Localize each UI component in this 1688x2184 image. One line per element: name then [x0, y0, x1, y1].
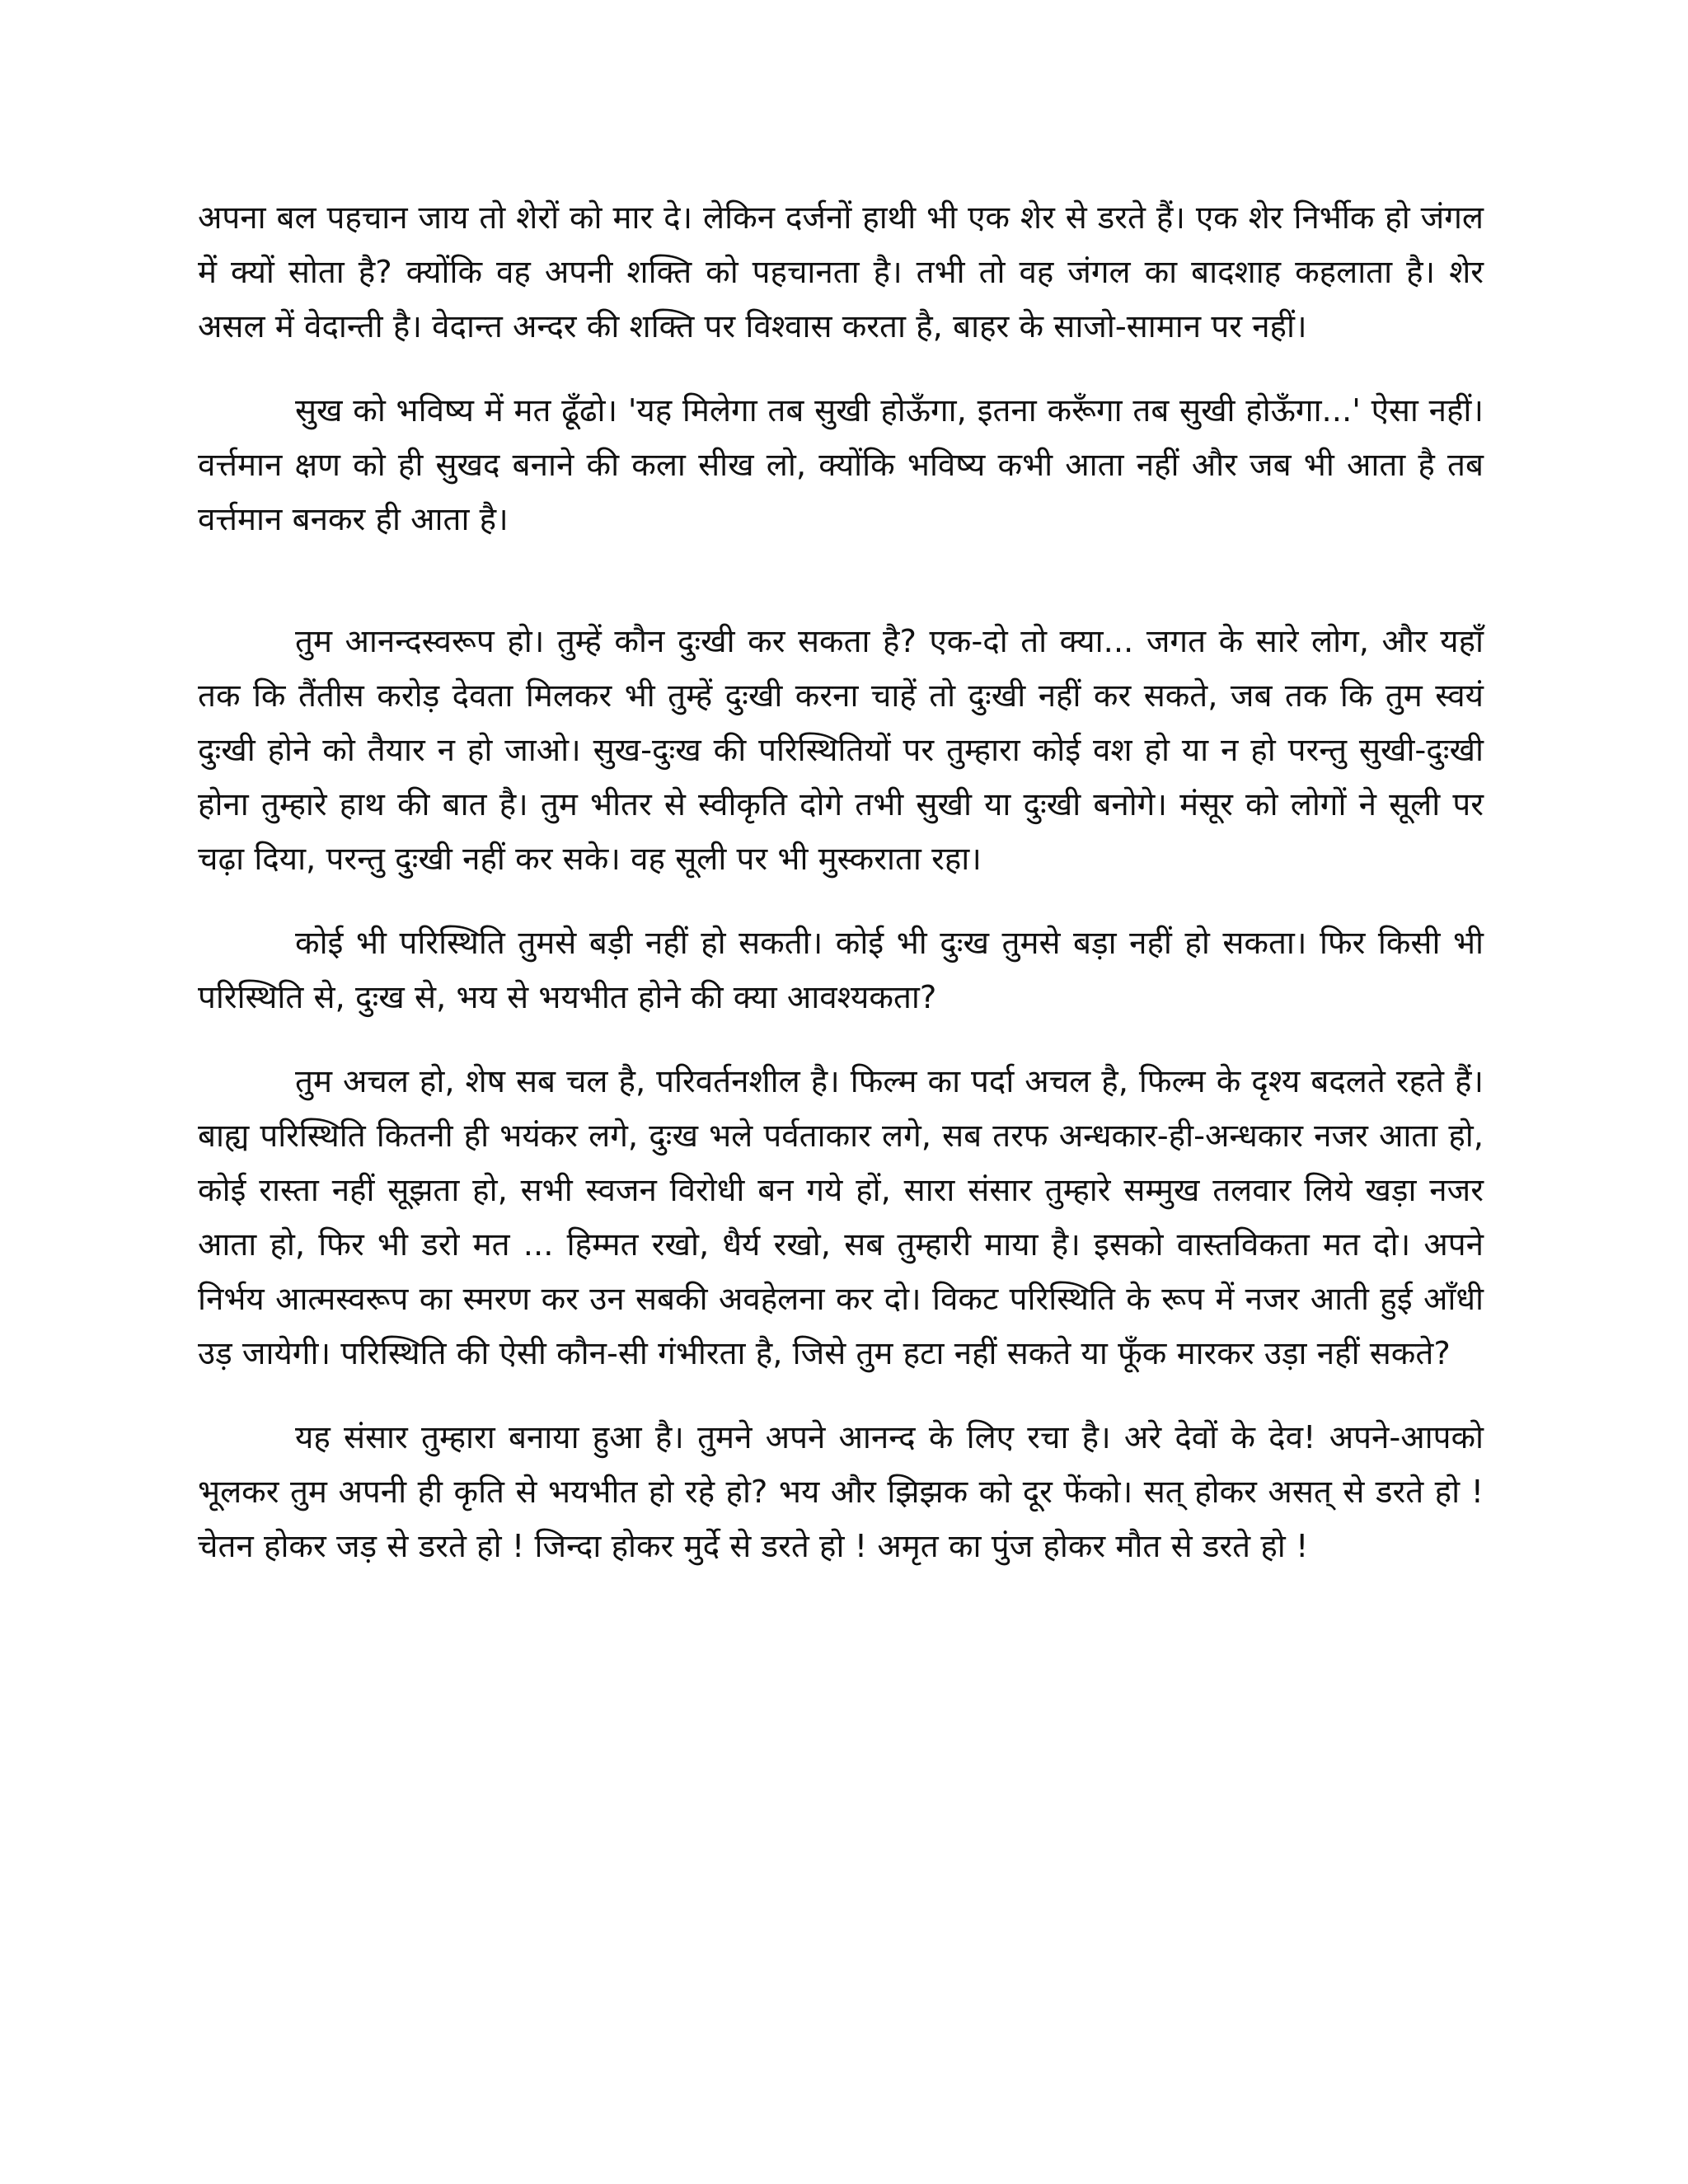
paragraph-4: कोई भी परिस्थिति तुमसे बड़ी नहीं हो सकती। कोई भी दुःख तुमसे बड़ा नहीं हो सकता। फिर किसी भी परिस्थिति से, दुःख से, भय से भयभीत होने की क्या आवश्यकता?: [198, 925, 1484, 1016]
paragraph-3: तुम आनन्दस्वरूप हो। तुम्हें कौन दुःखी कर सकता है? एक-दो तो क्या... जगत के सारे लोग, और यहाँ तक कि तैंतीस करोड़ देवता मिलकर भी तुम्हें दुःखी करना चाहें तो दुःखी नहीं कर सकते, जब तक कि तुम स्वयं दुःखी होने को तैयार न हो जाओ। सुख-दुःख की परिस्थितियों पर तुम्हारा कोई वश हो या न हो परन्तु सुखी-दुःखी होना तुम्हारे हाथ की बात है। तुम भीतर से स्वीकृति दोगे तभी सुखी या दुःखी बनोगे। मंसूर को लोगों ने सूली पर चढ़ा दिया, परन्तु दुःखी नहीं कर सके। वह सूली पर भी मुस्कराता रहा।: [198, 623, 1484, 878]
document-body: [198, 191, 1484, 1574]
paragraph-1: अपना बल पहचान जाय तो शेरों को मार दे। लेकिन दर्जनों हाथी भी एक शेर से डरते हैं। एक शेर निर्भीक हो जंगल में क्यों सोता है? क्योंकि वह अपनी शक्ति को पहचानता है। तभी तो वह जंगल का बादशाह कहलाता है। शेर असल में वेदान्ती है। वेदान्त अन्दर की शक्ति पर विश्वास करता है, बाहर के साजो-सामान पर नहीं।: [198, 199, 1484, 345]
paragraph-2: सुख को भविष्य में मत ढूँढो। 'यह मिलेगा तब सुखी होऊँगा, इतना करूँगा तब सुखी होऊँगा...' ऐसा नहीं। वर्त्तमान क्षण को ही सुखद बनाने की कला सीख लो, क्योंकि भविष्य कभी आता नहीं और जब भी आता है तब वर्त्तमान बनकर ही आता है।: [198, 392, 1484, 538]
paragraph-6: यह संसार तुम्हारा बनाया हुआ है। तुमने अपने आनन्द के लिए रचा है। अरे देवों के देव! अपने-आपको भूलकर तुम अपनी ही कृति से भयभीत हो रहे हो? भय और झिझक को दूर फेंको। सत् होकर असत् से डरते हो ! चेतन होकर जड़ से डरते हो ! जिन्दा होकर मुर्दे से डरते हो ! अमृत का पुंज होकर मौत से डरते हो !: [198, 1419, 1484, 1565]
paragraph-5: तुम अचल हो, शेष सब चल है, परिवर्तनशील है। फिल्म का पर्दा अचल है, फिल्म के दृश्य बदलते रहते हैं। बाह्य परिस्थिति कितनी ही भयंकर लगे, दुःख भले पर्वताकार लगे, सब तरफ अन्धकार-ही-अन्धकार नजर आता हो, कोई रास्ता नहीं सूझता हो, सभी स्वजन विरोधी बन गये हों, सारा संसार तुम्हारे सम्मुख तलवार लिये खड़ा नजर आता हो, फिर भी डरो मत ... हिम्मत रखो, धैर्य रखो, सब तुम्हारी माया है। इसको वास्तविकता मत दो। अपने निर्भय आत्मस्वरूप का स्मरण कर उन सबकी अवहेलना कर दो। विकट परिस्थिति के रूप में नजर आती हुई आँधी उड़ जायेगी। परिस्थिति की ऐसी कौन-सी गंभीरता है, जिसे तुम हटा नहीं सकते या फूँक मारकर उड़ा नहीं सकते?: [198, 1063, 1484, 1372]
